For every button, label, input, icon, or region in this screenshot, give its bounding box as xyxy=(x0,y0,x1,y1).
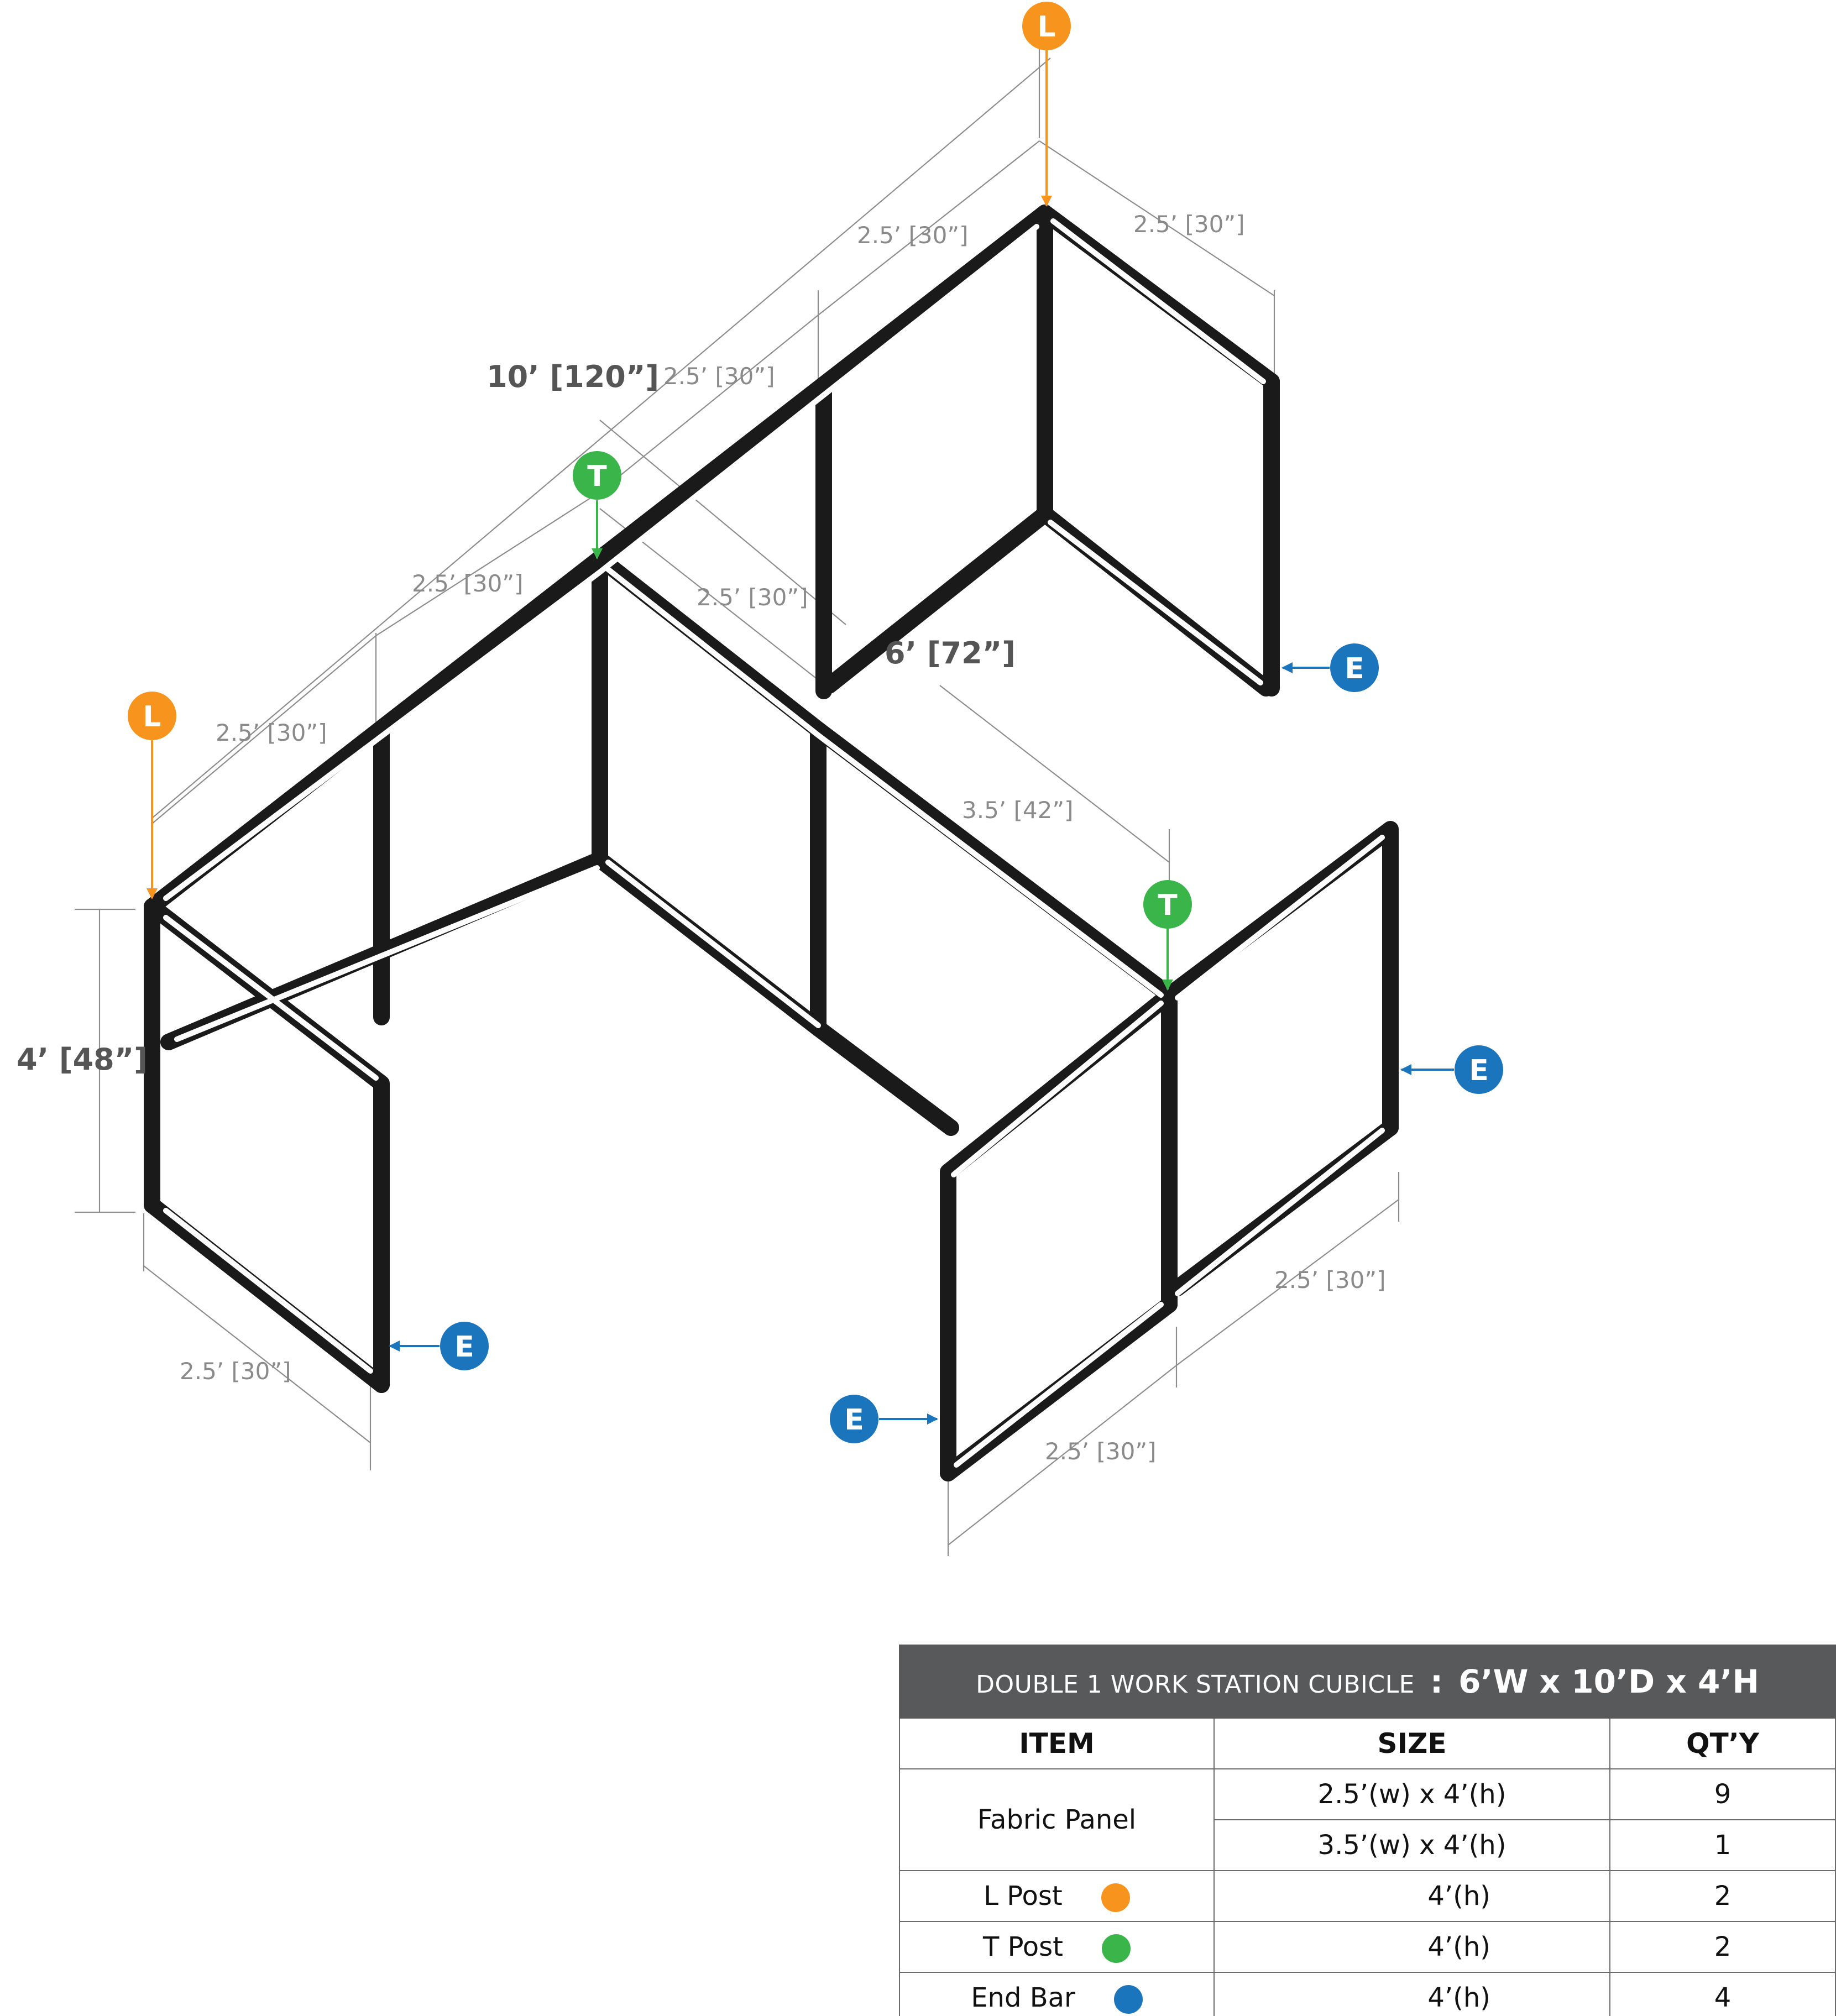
end-bar-letter-back-right: E xyxy=(1345,652,1364,685)
table-header-row xyxy=(899,1718,1835,1769)
dim-label-top-2: 2.5’ [30”] xyxy=(1133,211,1245,238)
end-bar-letter-left: E xyxy=(454,1331,474,1364)
item-fabric-panel: Fabric Panel xyxy=(899,1769,1214,1871)
table-title-size: 6’W x 10’D x 4’H xyxy=(1458,1663,1759,1700)
table-row xyxy=(899,1972,1835,2016)
qty-panel-35: 1 xyxy=(1610,1820,1835,1871)
qty-t-post: 2 xyxy=(1610,1921,1835,1972)
l-post-label: L Post xyxy=(984,1880,1063,1912)
t-post-letter-front: T xyxy=(1158,889,1178,922)
qty-l-post: 2 xyxy=(1610,1871,1835,1921)
table-row xyxy=(899,1769,1835,1820)
end-bar-letter-right: E xyxy=(1469,1054,1489,1087)
overall-depth-label: 10’ [120”] xyxy=(487,359,660,394)
height-label: 4’ [48”] xyxy=(17,1042,148,1077)
cubicle-frame xyxy=(152,213,1390,1473)
l-post-letter-left: L xyxy=(143,700,161,734)
item-t-post xyxy=(899,1921,1214,1972)
size-panel-35: 3.5’(w) x 4’(h) xyxy=(1214,1820,1610,1871)
dim-label-back-4: 2.5’ [30”] xyxy=(216,719,327,746)
table-row xyxy=(899,1871,1835,1921)
qty-end-bar: 4 xyxy=(1610,1972,1835,2016)
size-panel-25: 2.5’(w) x 4’(h) xyxy=(1214,1769,1610,1820)
green-dot-icon xyxy=(1102,1934,1131,1963)
end-bar-letter-front: E xyxy=(844,1404,864,1437)
size-end-bar: 4’(h) xyxy=(1214,1972,1610,2016)
header-item: ITEM xyxy=(899,1718,1214,1769)
size-l-post: 4’(h) xyxy=(1214,1871,1610,1921)
t-post-label: T Post xyxy=(982,1931,1063,1962)
end-bar-label: End Bar xyxy=(971,1982,1075,2013)
dim-label-mid-1: 2.5’ [30”] xyxy=(697,584,808,611)
dim-label-right-1: 2.5’ [30”] xyxy=(1274,1266,1386,1294)
size-t-post: 4’(h) xyxy=(1214,1921,1610,1972)
overall-width-label: 6’ [72”] xyxy=(885,636,1016,671)
orange-dot-icon xyxy=(1101,1883,1130,1912)
dim-label-left-return: 2.5’ [30”] xyxy=(180,1358,291,1385)
table-title-text: DOUBLE 1 WORK STATION CUBICLE xyxy=(976,1671,1415,1699)
t-post-letter-back: T xyxy=(587,460,607,493)
item-l-post xyxy=(899,1871,1214,1921)
dim-label-back-2: 2.5’ [30”] xyxy=(663,363,775,390)
l-post-letter-top: L xyxy=(1037,11,1056,44)
header-qty: QT’Y xyxy=(1610,1718,1835,1769)
dim-label-divider: 3.5’ [42”] xyxy=(962,797,1074,824)
dim-label-back-3: 2.5’ [30”] xyxy=(412,570,524,597)
table-title xyxy=(899,1645,1835,1718)
table-title-row xyxy=(899,1645,1835,1718)
dimension-lines xyxy=(75,44,1399,1556)
dim-label-right-2: 2.5’ [30”] xyxy=(1045,1438,1157,1465)
qty-panel-25: 9 xyxy=(1610,1769,1835,1820)
table-row xyxy=(899,1921,1835,1972)
item-end-bar xyxy=(899,1972,1214,2016)
dim-label-top-1: 2.5’ [30”] xyxy=(857,222,969,249)
header-size: SIZE xyxy=(1214,1718,1610,1769)
blue-dot-icon xyxy=(1114,1985,1143,2014)
parts-table xyxy=(899,1645,1836,2016)
table-title-separator: : xyxy=(1430,1663,1443,1700)
